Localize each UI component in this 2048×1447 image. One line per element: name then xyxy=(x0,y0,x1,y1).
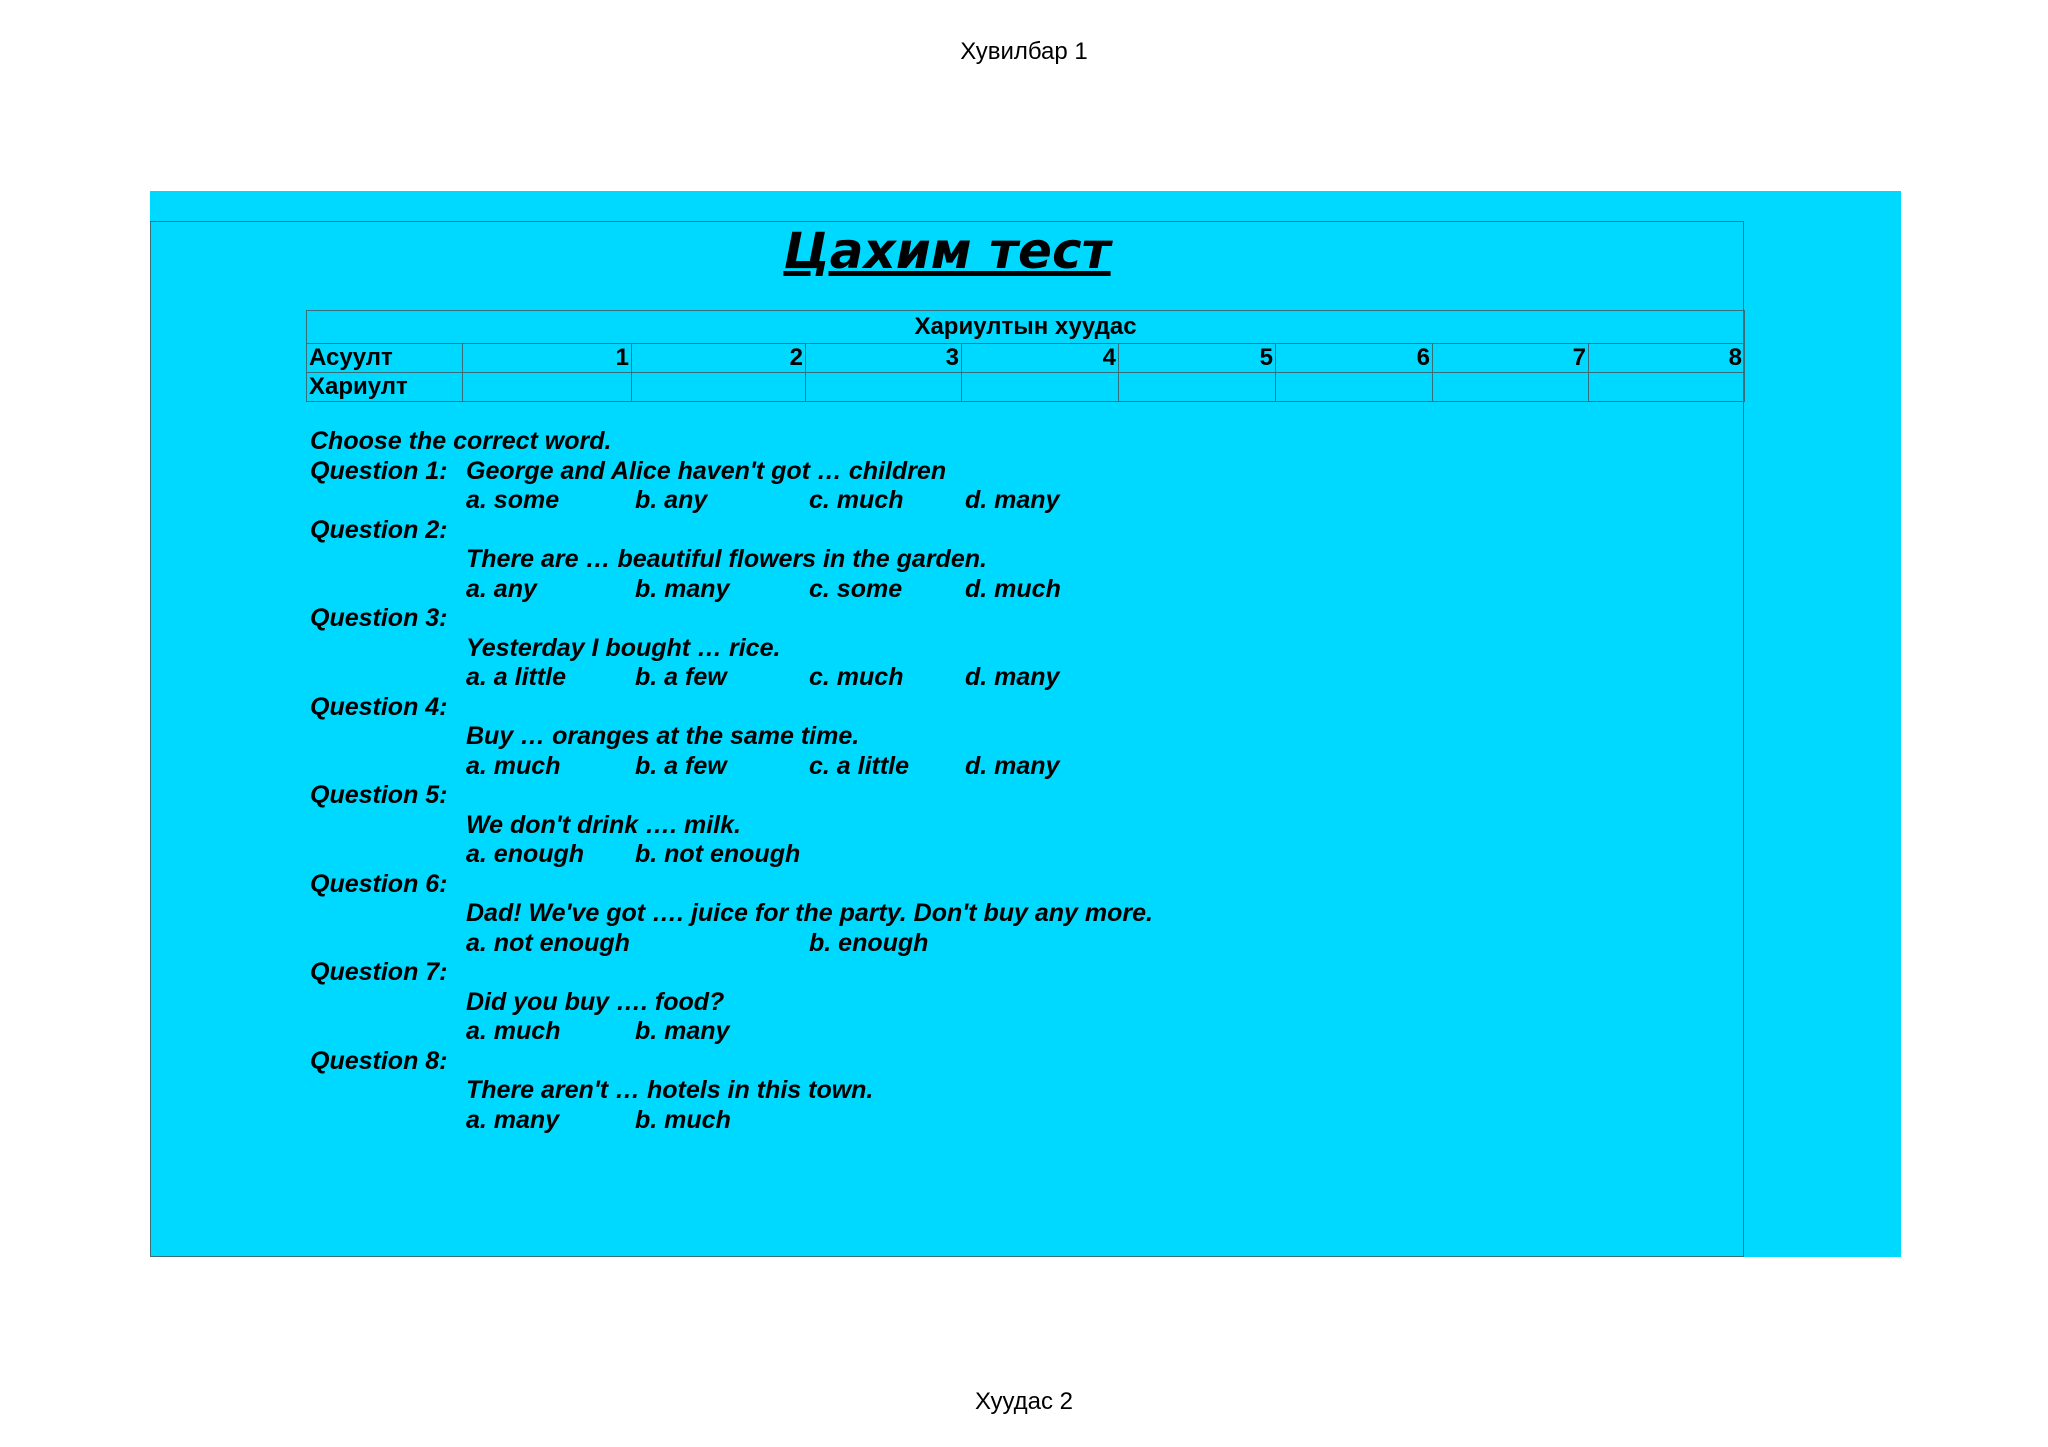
answer-option: a. a little xyxy=(466,663,567,691)
question-number-cell: 8 xyxy=(1589,344,1745,373)
answer-option: c. much xyxy=(809,486,904,514)
question-row-label: Асуулт xyxy=(307,344,463,373)
question-text: Did you buy …. food? xyxy=(466,987,725,1016)
answer-option: a. much xyxy=(466,1017,561,1045)
question-number-cell: 3 xyxy=(806,344,962,373)
answer-cell[interactable] xyxy=(806,373,962,402)
answer-option: a. any xyxy=(466,574,537,603)
page-title: Цахим тест xyxy=(783,222,1111,280)
question-number-cell: 7 xyxy=(1433,344,1589,373)
answer-cell[interactable] xyxy=(632,373,806,402)
answer-option: b. much xyxy=(635,1105,731,1134)
question-label: Question 3: xyxy=(310,604,448,632)
answer-cell[interactable] xyxy=(962,373,1119,402)
question-number-cell: 2 xyxy=(632,344,806,373)
answer-cell[interactable] xyxy=(1276,373,1433,402)
question-text: There aren't … hotels in this town. xyxy=(466,1076,874,1104)
answer-option: d. many xyxy=(965,486,1060,514)
answer-option: a. many xyxy=(466,1105,560,1134)
question-text: Yesterday I bought … rice. xyxy=(466,633,781,662)
question-text: There are … beautiful flowers in the garden. xyxy=(466,545,987,573)
answer-option: a. enough xyxy=(466,840,585,868)
answer-sheet-caption: Хариултын хуудас xyxy=(307,311,1745,344)
question-label: Question 6: xyxy=(310,869,448,898)
quiz-instruction: Choose the correct word. xyxy=(310,427,612,455)
answer-option: b. a few xyxy=(635,751,727,780)
answer-row-label: Хариулт xyxy=(307,373,463,402)
question-label: Question 2: xyxy=(310,515,448,544)
answer-option: b. a few xyxy=(635,663,727,691)
question-text: We don't drink …. milk. xyxy=(466,810,741,839)
question-label: Question 8: xyxy=(310,1046,448,1075)
answer-option: b. any xyxy=(635,486,708,514)
answer-row xyxy=(307,373,1745,402)
answer-option: b. many xyxy=(635,1017,730,1045)
answer-option: c. much xyxy=(809,663,904,691)
answer-cell[interactable] xyxy=(1119,373,1276,402)
question-number-cell: 5 xyxy=(1119,344,1276,373)
answer-option: a. some xyxy=(466,486,560,514)
question-number-cell: 4 xyxy=(962,344,1119,373)
question-text: Dad! We've got …. juice for the party. Don't buy any more. xyxy=(466,899,1153,927)
question-number-cell: 1 xyxy=(463,344,632,373)
question-text: Buy … oranges at the same time. xyxy=(466,722,860,750)
answer-cell[interactable] xyxy=(463,373,632,402)
answer-option: d. many xyxy=(965,751,1060,780)
question-label: Question 7: xyxy=(310,958,448,986)
answer-option: c. a little xyxy=(809,751,910,780)
page-footer: Хуудас 2 xyxy=(974,1388,1074,1415)
answer-option: d. much xyxy=(965,574,1061,603)
answer-option: d. many xyxy=(965,663,1060,691)
page-header: Хувилбар 1 xyxy=(960,38,1088,65)
question-number-cell: 6 xyxy=(1276,344,1433,373)
answer-option: c. some xyxy=(809,574,903,603)
answer-option: a. not enough xyxy=(466,928,630,957)
question-number-row xyxy=(307,344,1745,373)
question-text: George and Alice haven't got … children xyxy=(466,456,947,485)
answer-option: b. not enough xyxy=(635,840,801,868)
answer-option: b. many xyxy=(635,574,730,603)
question-label: Question 5: xyxy=(310,781,448,809)
answer-option: a. much xyxy=(466,751,561,780)
answer-sheet-table xyxy=(306,310,1745,402)
answer-option: b. enough xyxy=(809,928,929,957)
question-label: Question 1: xyxy=(310,456,448,485)
answer-cell[interactable] xyxy=(1589,373,1745,402)
question-label: Question 4: xyxy=(310,692,448,721)
answer-cell[interactable] xyxy=(1433,373,1589,402)
